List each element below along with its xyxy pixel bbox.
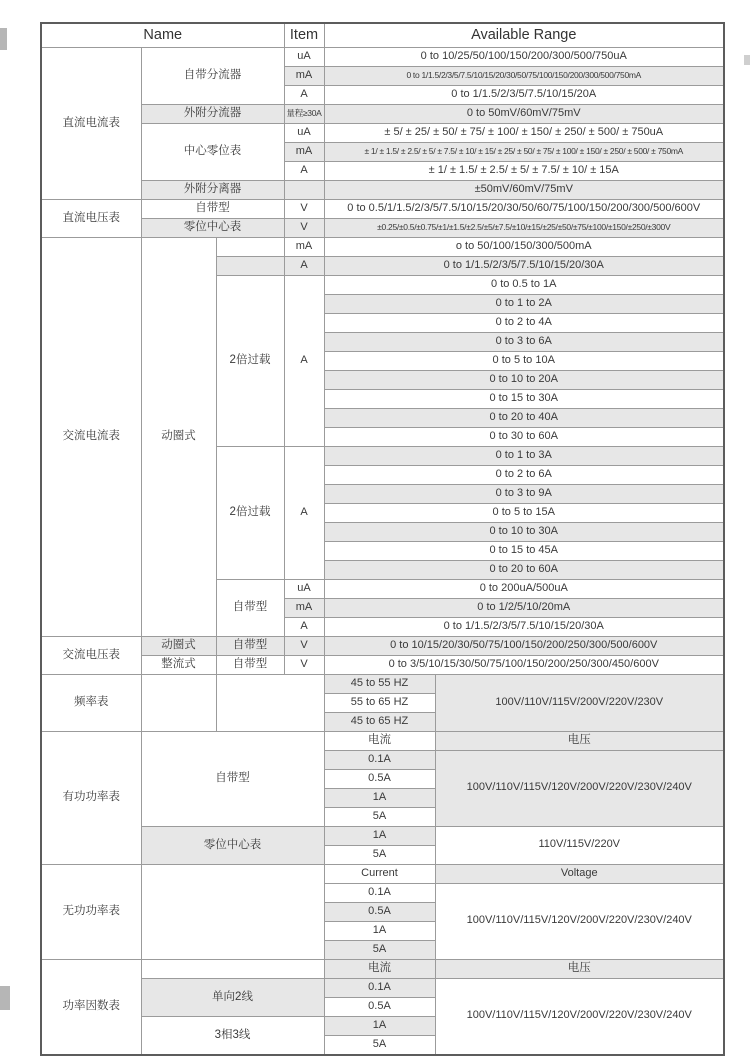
sub-range: 5A [324, 940, 435, 959]
range-value: 0 to 10 to 20A [324, 370, 724, 389]
row-label: 零位中心表 [141, 826, 324, 864]
range-value: 100V/110V/115V/120V/200V/220V/230V/240V [435, 883, 724, 959]
row-group-dc-voltmeter: 直流电压表 [41, 199, 141, 237]
range-value: 0 to 200uA/500uA [324, 579, 724, 598]
range-value: 110V/115V/220V [435, 826, 724, 864]
row-label [216, 237, 284, 256]
range-value: 0 to 20 to 40A [324, 408, 724, 427]
sub-range: 5A [324, 845, 435, 864]
range-value: 0 to 1/2/5/10/20mA [324, 598, 724, 617]
item-label: A [284, 617, 324, 636]
range-value: 0 to 3/5/10/15/30/50/75/100/150/200/250/300/450/600V [324, 655, 724, 674]
header-name: Name [41, 23, 284, 47]
item-label: A [284, 446, 324, 579]
item-label: V [284, 655, 324, 674]
range-value: 0 to 1/1.5/2/3/5/7.5/10/15/20/30A [324, 256, 724, 275]
range-value: o to 50/100/150/300/500mA [324, 237, 724, 256]
row-label: 单向2线 [141, 978, 324, 1016]
sub-range: 5A [324, 807, 435, 826]
row-label [216, 256, 284, 275]
range-value: 0 to 15 to 30A [324, 389, 724, 408]
item-label: A [284, 275, 324, 446]
sub-range: 1A [324, 788, 435, 807]
range-value: 0 to 1 to 3A [324, 446, 724, 465]
range-value: 100V/110V/115V/120V/200V/220V/230V/240V [435, 978, 724, 1055]
range-value: ±50mV/60mV/75mV [324, 180, 724, 199]
row-group-frequency-meter: 频率表 [41, 674, 141, 731]
item-label: uA [284, 123, 324, 142]
scan-artifact [744, 55, 750, 65]
sub-header-current: Current [324, 864, 435, 883]
row-label [141, 864, 324, 959]
row-group-ac-ammeter: 交流电流表 [41, 237, 141, 636]
header-available-range: Available Range [324, 23, 724, 47]
row-label: 自带分流器 [141, 47, 284, 104]
row-label: 整流式 [141, 655, 216, 674]
sub-header-voltage: 电压 [435, 731, 724, 750]
item-label: 量程≥30A [284, 104, 324, 123]
item-label: mA [284, 66, 324, 85]
row-label: 外附分流器 [141, 104, 284, 123]
sub-range: 0.5A [324, 769, 435, 788]
sub-header-current: 电流 [324, 731, 435, 750]
range-value: 0 to 1/1.5/2/3/5/7.5/10/15/20/30A [324, 617, 724, 636]
sub-range: 45 to 65 HZ [324, 712, 435, 731]
row-group-ac-voltmeter: 交流电压表 [41, 636, 141, 674]
sub-range: 45 to 55 HZ [324, 674, 435, 693]
range-value: ± 5/ ± 25/ ± 50/ ± 75/ ± 100/ ± 150/ ± 250/ ± 500/ ± 750uA [324, 123, 724, 142]
row-group-reactive-power-meter: 无功功率表 [41, 864, 141, 959]
row-label [141, 959, 324, 978]
row-label: 动圈式 [141, 636, 216, 655]
row-group-power-factor-meter: 功率因数表 [41, 959, 141, 1055]
range-value: 0 to 10 to 30A [324, 522, 724, 541]
item-label: V [284, 636, 324, 655]
range-value: 0 to 1/1.5/2/3/5/7.5/10/15/20/30/50/75/100/150/200/300/500/750mA [324, 66, 724, 85]
sub-header-voltage: 电压 [435, 959, 724, 978]
range-value: 0 to 30 to 60A [324, 427, 724, 446]
sub-range: 5A [324, 1035, 435, 1055]
row-label: 零位中心表 [141, 218, 284, 237]
item-label: A [284, 85, 324, 104]
sub-range: 1A [324, 921, 435, 940]
sub-range: 0.1A [324, 750, 435, 769]
sub-header-current: 电流 [324, 959, 435, 978]
range-value: ±0.25/±0.5/±0.75/±1/±1.5/±2.5/±5/±7.5/±10/±15/±25/±50/±75/±100/±150/±250/±300V [324, 218, 724, 237]
spec-table [40, 22, 725, 1056]
range-value: 0 to 50mV/60mV/75mV [324, 104, 724, 123]
row-label: 自带型 [216, 579, 284, 636]
range-value: ± 1/ ± 1.5/ ± 2.5/ ± 5/ ± 7.5/ ± 10/ ± 15A [324, 161, 724, 180]
sub-range: 1A [324, 1016, 435, 1035]
range-value: 0 to 5 to 10A [324, 351, 724, 370]
row-label: 3相3线 [141, 1016, 324, 1055]
range-value: ± 1/ ± 1.5/ ± 2.5/ ± 5/ ± 7.5/ ± 10/ ± 15/ ± 25/ ± 50/ ± 75/ ± 100/ ± 150/ ± 250/ ± 500/ ± 750mA [324, 142, 724, 161]
range-value: 0 to 20 to 60A [324, 560, 724, 579]
item-label: A [284, 256, 324, 275]
row-label: 自带型 [216, 636, 284, 655]
item-label: V [284, 218, 324, 237]
row-label [216, 674, 324, 731]
row-group-dc-ammeter: 直流电流表 [41, 47, 141, 199]
header-item: Item [284, 23, 324, 47]
sub-range: 1A [324, 826, 435, 845]
range-value: 0 to 1 to 2A [324, 294, 724, 313]
range-value: 100V/110V/115V/120V/200V/220V/230V/240V [435, 750, 724, 826]
range-value: 0 to 3 to 6A [324, 332, 724, 351]
item-label: uA [284, 47, 324, 66]
item-label [284, 180, 324, 199]
sub-range: 55 to 65 HZ [324, 693, 435, 712]
sub-range: 0.5A [324, 902, 435, 921]
range-value: 0 to 15 to 45A [324, 541, 724, 560]
sub-header-voltage: Voltage [435, 864, 724, 883]
item-label: mA [284, 142, 324, 161]
range-value: 0 to 3 to 9A [324, 484, 724, 503]
row-label: 中心零位表 [141, 123, 284, 180]
item-label: mA [284, 598, 324, 617]
range-value: 0 to 2 to 4A [324, 313, 724, 332]
row-label: 自带型 [141, 731, 324, 826]
range-value: 100V/110V/115V/200V/220V/230V [435, 674, 724, 731]
sub-range: 0.1A [324, 978, 435, 997]
row-label: 2倍过载 [216, 275, 284, 446]
range-value: 0 to 5 to 15A [324, 503, 724, 522]
range-value: 0 to 0.5 to 1A [324, 275, 724, 294]
scan-artifact [0, 28, 7, 50]
range-value: 0 to 10/15/20/30/50/75/100/150/200/250/300/500/600V [324, 636, 724, 655]
item-label: A [284, 161, 324, 180]
range-value: 0 to 2 to 6A [324, 465, 724, 484]
row-label: 自带型 [216, 655, 284, 674]
item-label: V [284, 199, 324, 218]
row-label: 2倍过载 [216, 446, 284, 579]
row-label: 动圈式 [141, 237, 216, 636]
sub-range: 0.5A [324, 997, 435, 1016]
row-label: 外附分离器 [141, 180, 284, 199]
range-value: 0 to 1/1.5/2/3/5/7.5/10/15/20A [324, 85, 724, 104]
row-label [141, 674, 216, 731]
range-value: 0 to 10/25/50/100/150/200/300/500/750uA [324, 47, 724, 66]
scan-artifact [0, 986, 10, 1010]
row-label: 自带型 [141, 199, 284, 218]
item-label: mA [284, 237, 324, 256]
range-value: 0 to 0.5/1/1.5/2/3/5/7.5/10/15/20/30/50/60/75/100/150/200/300/500/600V [324, 199, 724, 218]
row-group-active-power-meter: 有功功率表 [41, 731, 141, 864]
sub-range: 0.1A [324, 883, 435, 902]
item-label: uA [284, 579, 324, 598]
